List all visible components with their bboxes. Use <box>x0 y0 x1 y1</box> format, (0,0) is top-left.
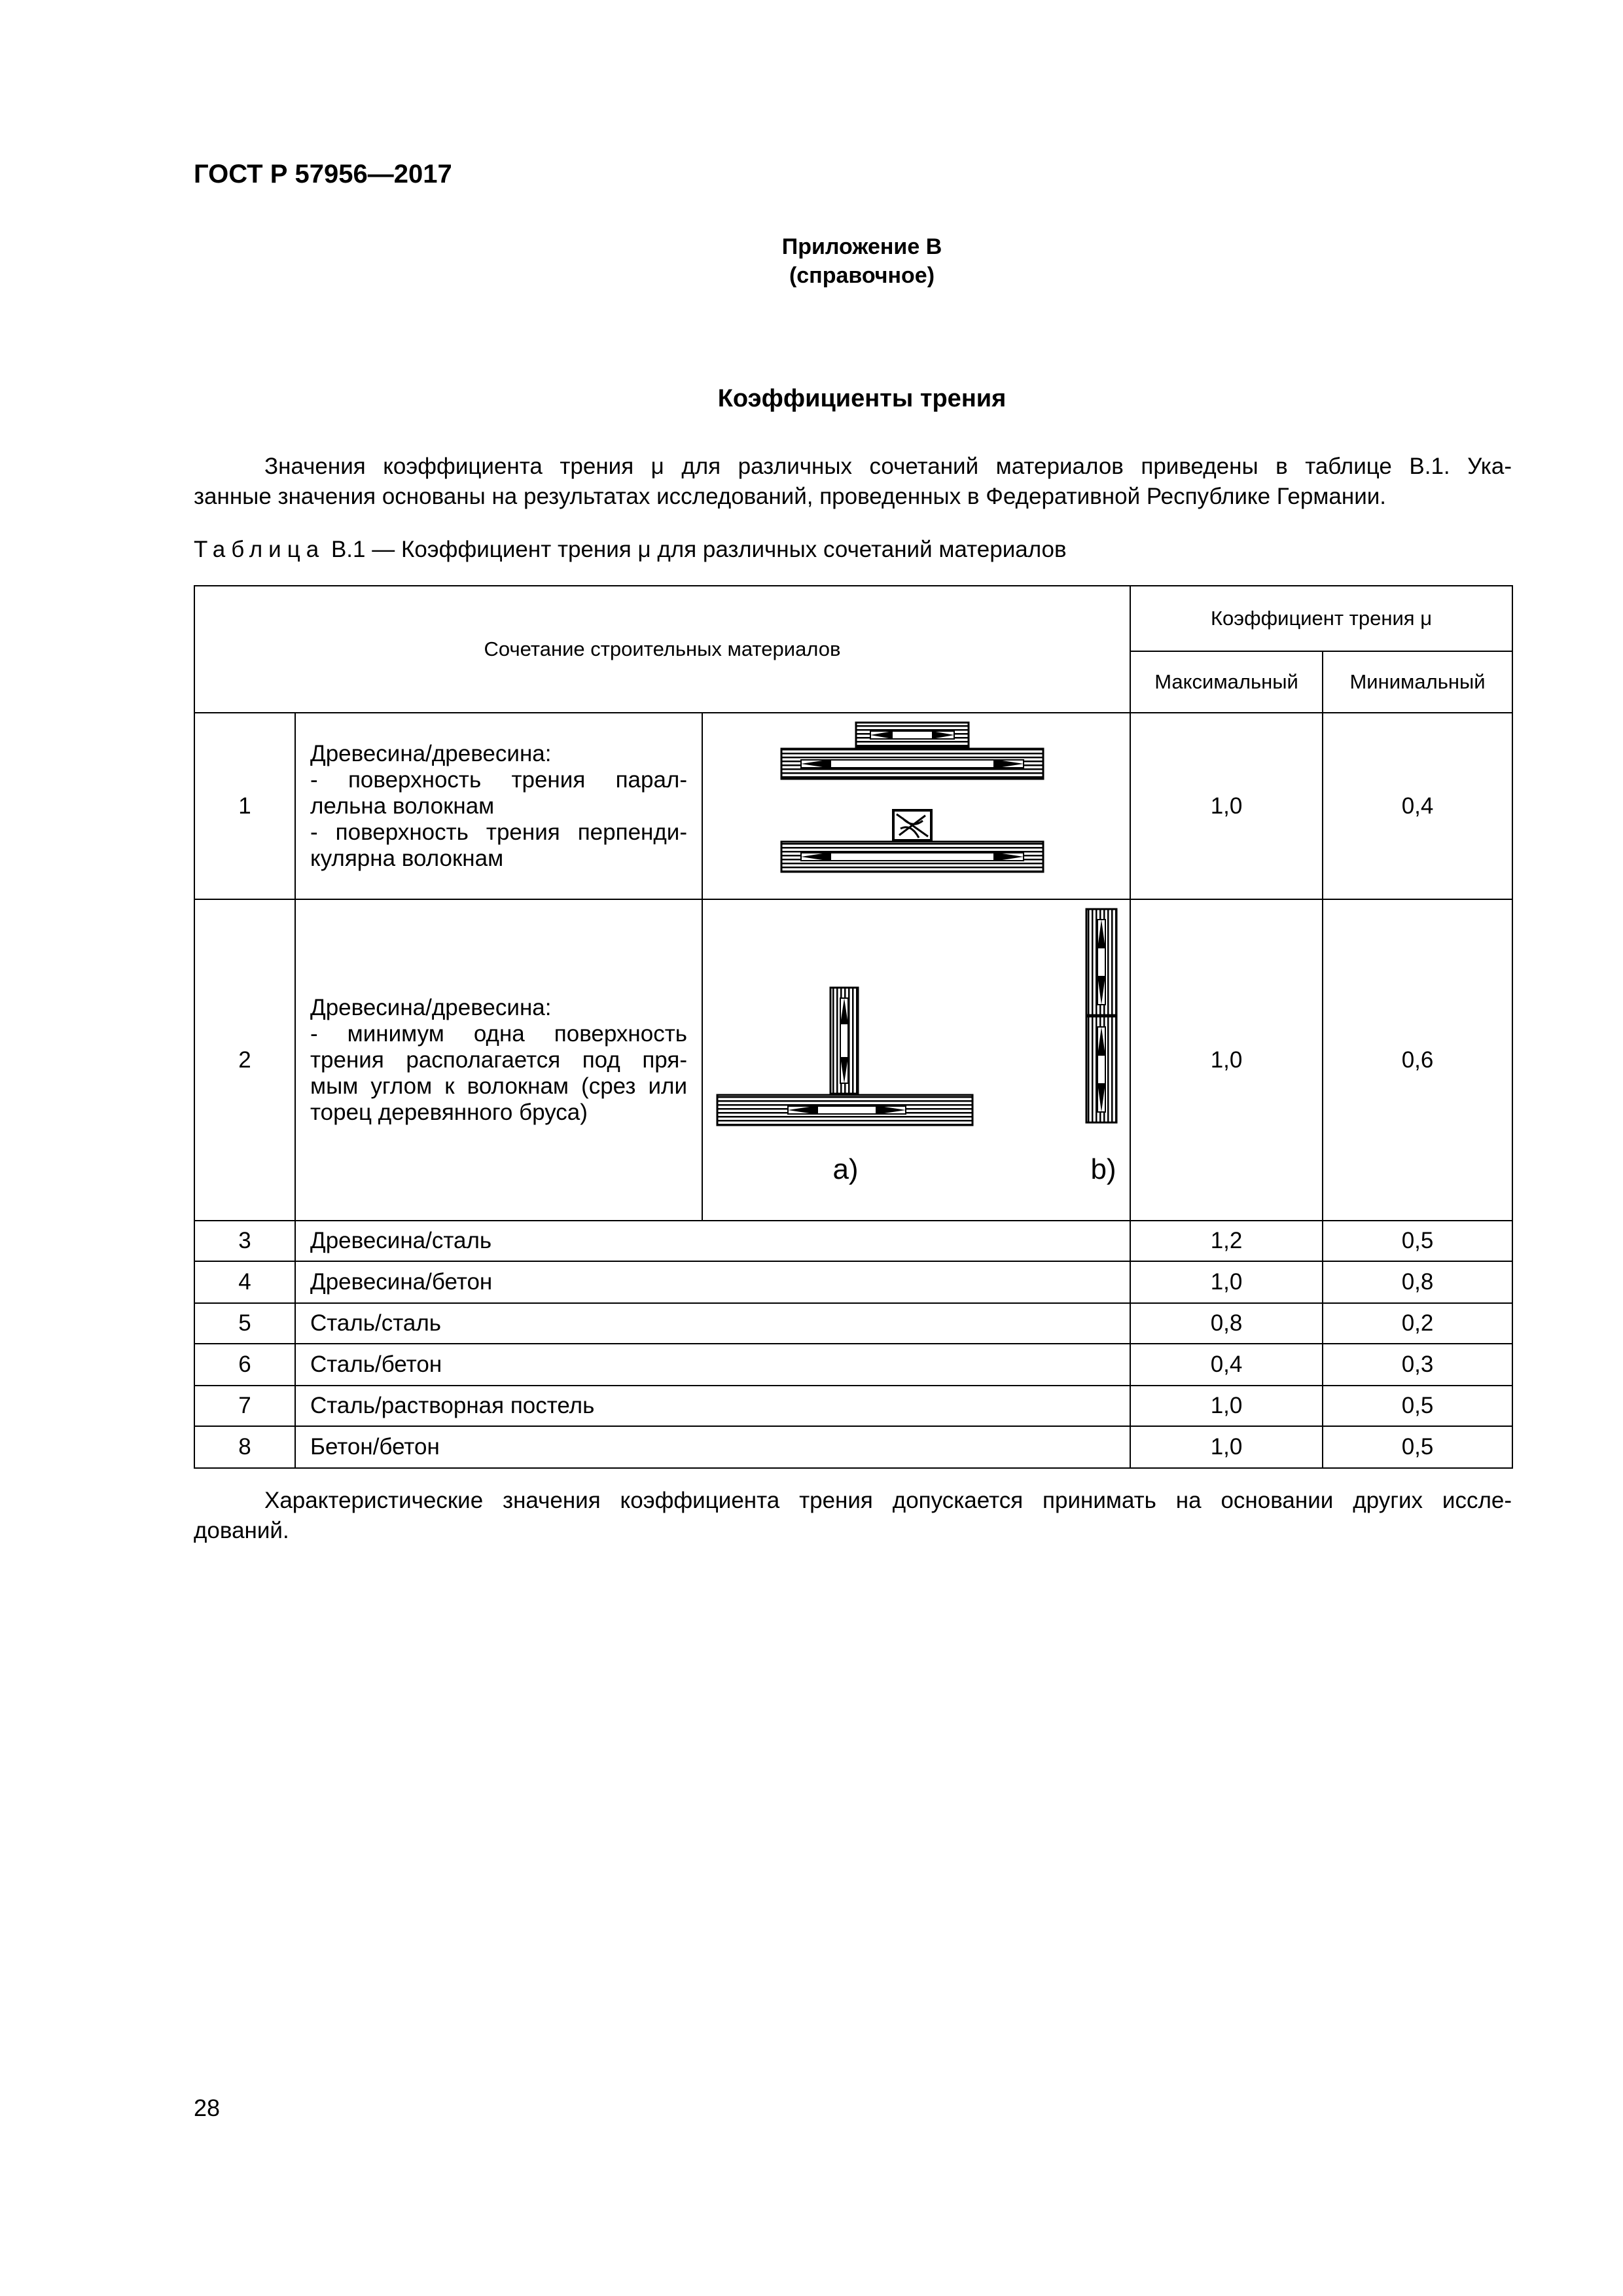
max-value: 0,8 <box>1130 1303 1323 1344</box>
min-value: 0,5 <box>1323 1221 1512 1261</box>
document-code: ГОСТ Р 57956—2017 <box>194 160 452 188</box>
table-row <box>194 1344 1512 1386</box>
header-coefficient: Коэффициент трения μ <box>1130 586 1512 651</box>
row-line: - поверхность трения перпенди- <box>310 819 687 845</box>
row-line: трения располагается под пря- <box>310 1047 687 1073</box>
table-row <box>194 1426 1512 1468</box>
closing-paragraph <box>194 1486 1512 1546</box>
row-line: торец деревянного бруса) <box>310 1099 588 1125</box>
row-materials: Древесина/сталь <box>295 1221 1130 1261</box>
row-title: Древесина/древесина: <box>310 994 552 1020</box>
wood-right-angle-figure <box>703 900 1131 1214</box>
max-value: 1,0 <box>1130 899 1323 1221</box>
row-number: 1 <box>194 713 295 899</box>
min-value: 0,8 <box>1323 1261 1512 1303</box>
row-description <box>295 713 702 899</box>
row-line: лельна волокнам <box>310 793 495 819</box>
table-row <box>194 1303 1512 1344</box>
closing-line-1: Характеристические значения коэффициента трения допускается принимать на основании других иссле- <box>264 1488 1512 1513</box>
row-description <box>295 899 702 1221</box>
row-materials: Сталь/бетон <box>295 1344 1130 1386</box>
table-row <box>194 713 1512 899</box>
row-number: 4 <box>194 1261 295 1303</box>
appendix-title: Приложение В <box>781 234 942 259</box>
page-number: 28 <box>194 2094 221 2121</box>
closing-line-2: дований. <box>194 1518 289 1543</box>
table-row <box>194 1221 1512 1261</box>
friction-table <box>194 585 1513 1469</box>
row-line: - поверхность трения парал- <box>310 766 687 793</box>
figure-label-b: b) <box>1090 1153 1116 1185</box>
row-number: 6 <box>194 1344 295 1386</box>
row-number: 8 <box>194 1426 295 1468</box>
min-value: 0,4 <box>1323 713 1512 899</box>
intro-line-2: занные значения основаны на результатах исследований, проведенных в Федеративной Республике Германии. <box>194 484 1387 509</box>
min-value: 0,5 <box>1323 1426 1512 1468</box>
row-number: 7 <box>194 1386 295 1426</box>
min-value: 0,5 <box>1323 1386 1512 1426</box>
row-line: - минимум одна поверхность <box>310 1020 687 1047</box>
row-line: мым углом к волокнам (срез или <box>310 1073 687 1099</box>
header-max: Максимальный <box>1130 651 1323 713</box>
header-materials: Сочетание строительных материалов <box>194 586 1130 713</box>
row-line: кулярна волокнам <box>310 845 504 871</box>
figure-cell <box>702 899 1130 1221</box>
figure-cell <box>702 713 1130 899</box>
appendix-subtitle: (справочное) <box>789 263 935 288</box>
min-value: 0,2 <box>1323 1303 1512 1344</box>
max-value: 1,0 <box>1130 713 1323 899</box>
table-caption <box>194 537 1067 563</box>
section-title: Коэффициенты трения <box>717 385 1007 412</box>
intro-paragraph <box>194 452 1512 512</box>
row-materials: Сталь/растворная постель <box>295 1386 1130 1426</box>
table-caption-text: В.1 — Коэффициент трения μ для различных сочетаний материалов <box>325 537 1067 562</box>
wood-parallel-perpendicular-figure <box>703 713 1131 893</box>
max-value: 0,4 <box>1130 1344 1323 1386</box>
row-number: 2 <box>194 899 295 1221</box>
table-row <box>194 1386 1512 1426</box>
row-materials: Сталь/сталь <box>295 1303 1130 1344</box>
table-caption-label: Таблица <box>194 537 325 562</box>
header-min: Минимальный <box>1323 651 1512 713</box>
min-value: 0,3 <box>1323 1344 1512 1386</box>
intro-line-1: Значения коэффициента трения μ для различных сочетаний материалов приведены в таблице В.1. Ука- <box>264 454 1512 479</box>
row-number: 5 <box>194 1303 295 1344</box>
row-materials: Древесина/бетон <box>295 1261 1130 1303</box>
min-value: 0,6 <box>1323 899 1512 1221</box>
max-value: 1,0 <box>1130 1261 1323 1303</box>
max-value: 1,0 <box>1130 1426 1323 1468</box>
table-row <box>194 1261 1512 1303</box>
figure-label-a: a) <box>832 1153 859 1185</box>
max-value: 1,2 <box>1130 1221 1323 1261</box>
row-materials: Бетон/бетон <box>295 1426 1130 1468</box>
row-title: Древесина/древесина: <box>310 740 552 766</box>
max-value: 1,0 <box>1130 1386 1323 1426</box>
table-row <box>194 899 1512 1221</box>
row-number: 3 <box>194 1221 295 1261</box>
